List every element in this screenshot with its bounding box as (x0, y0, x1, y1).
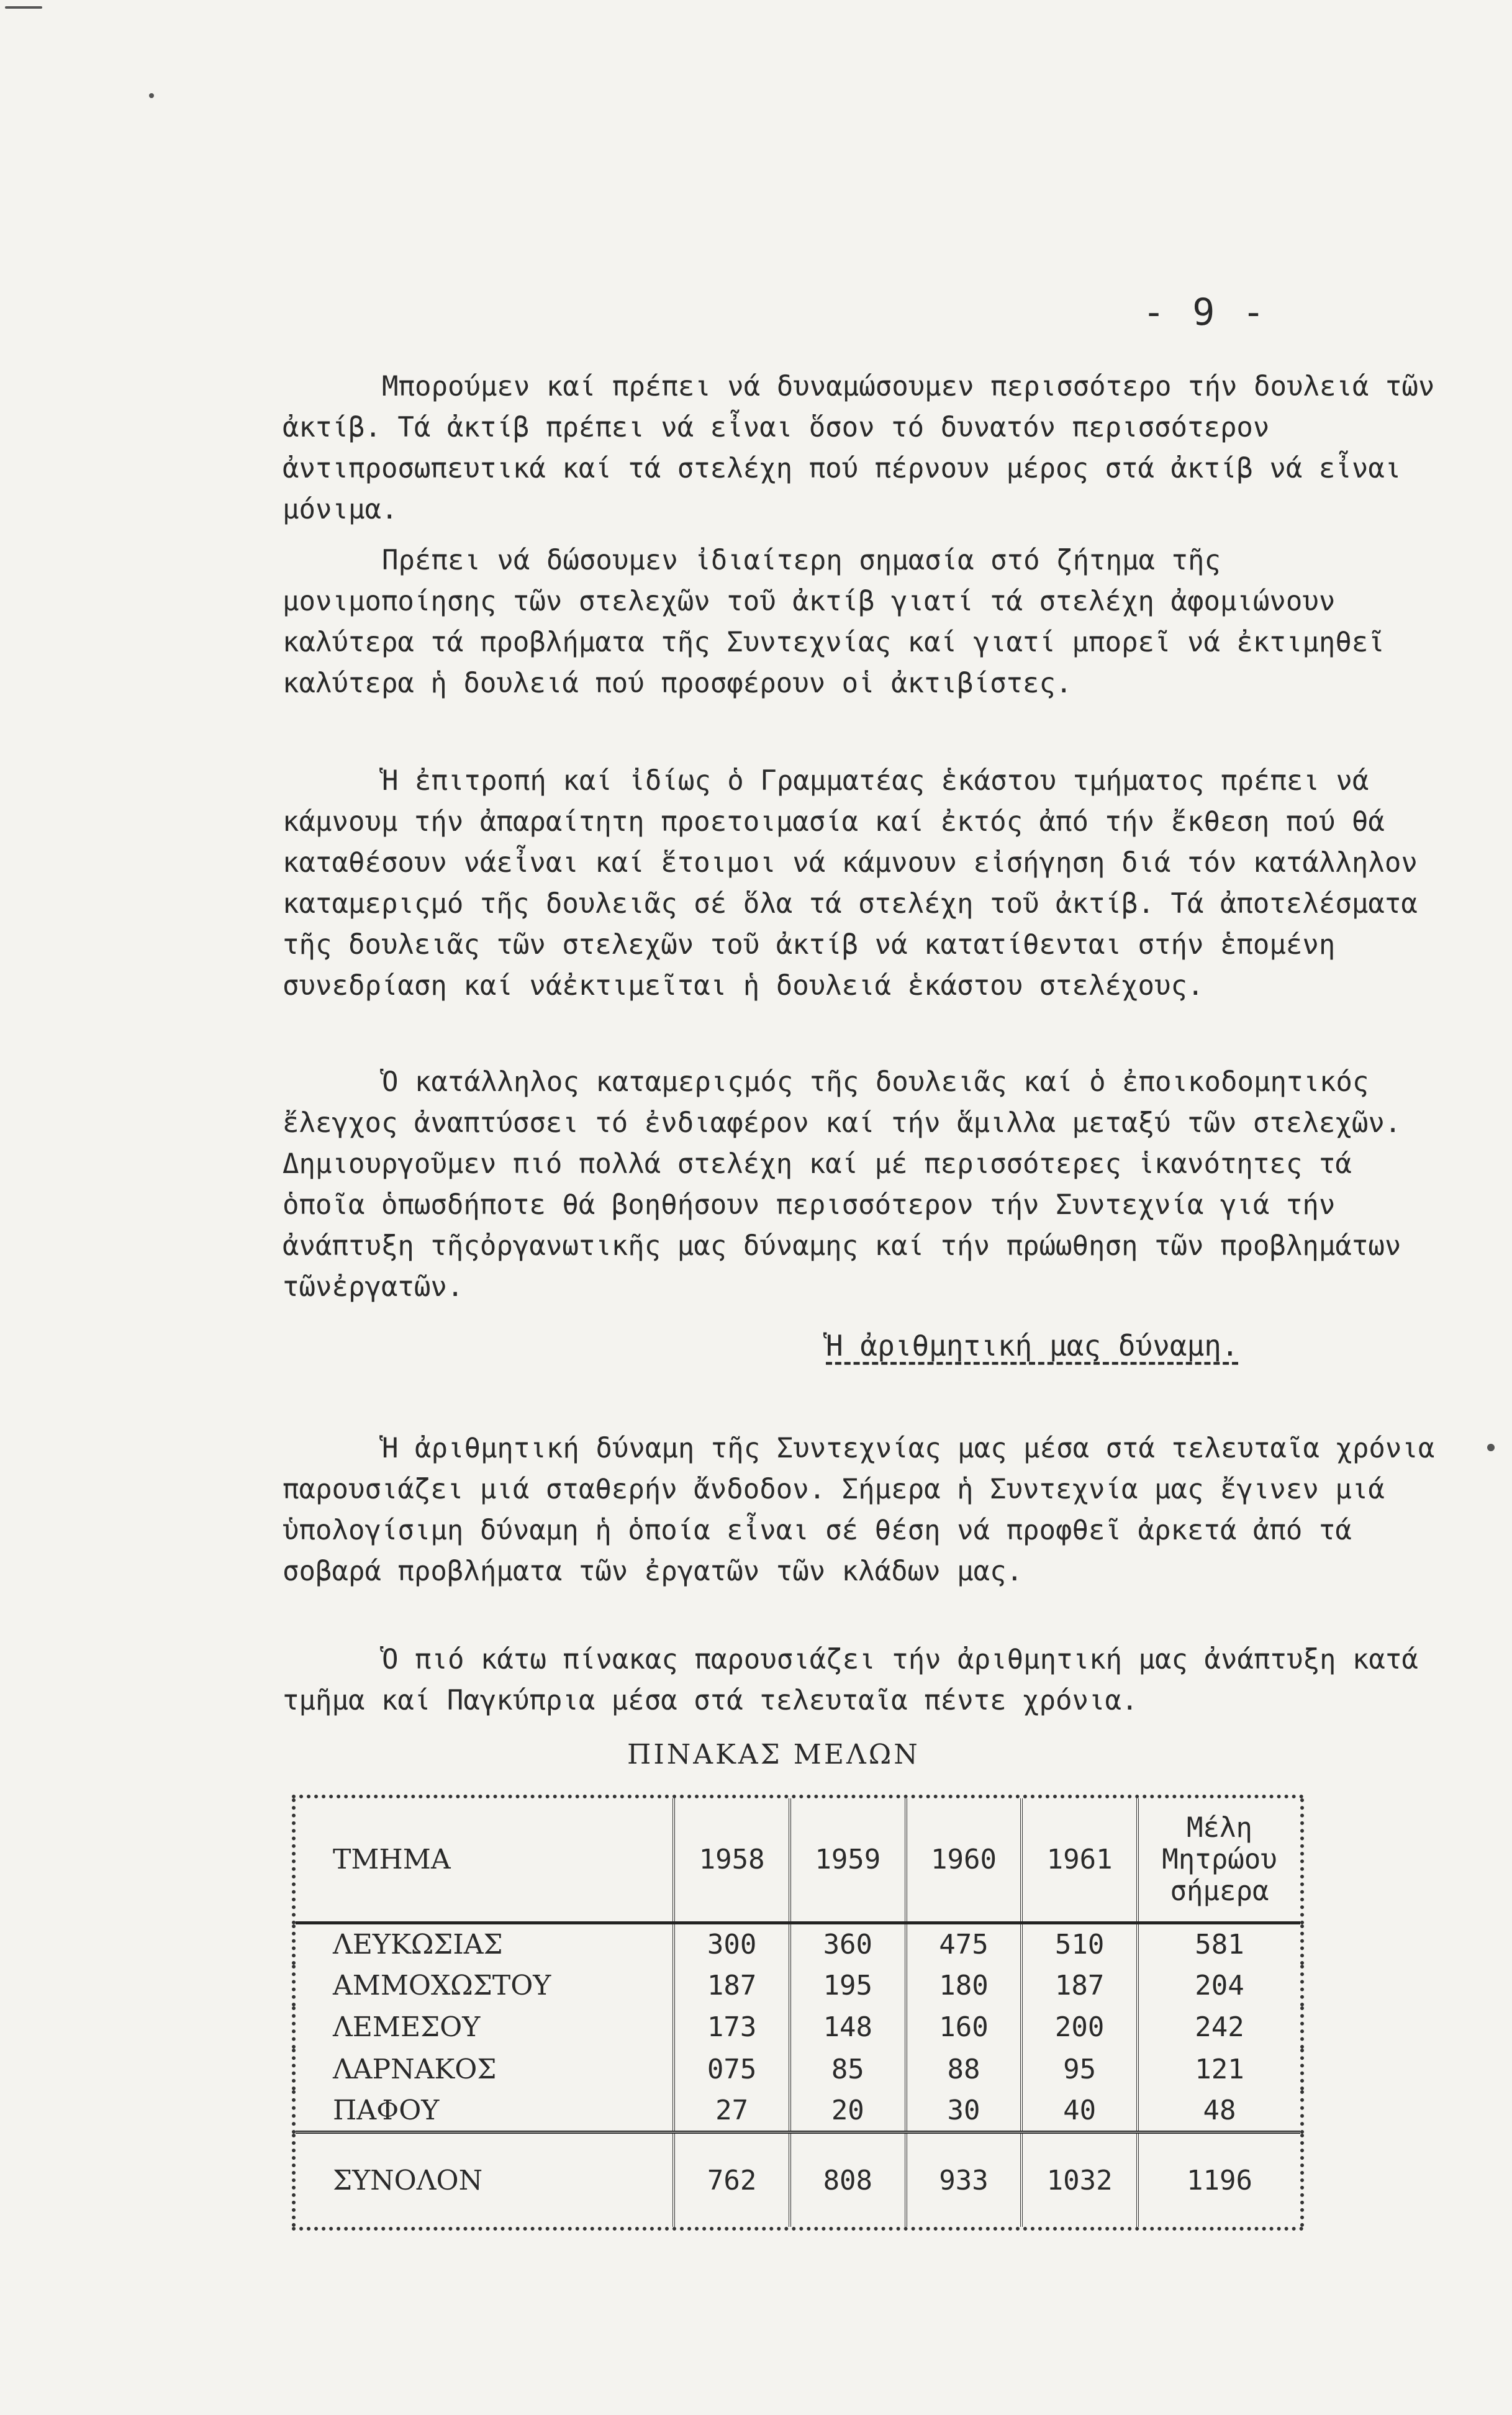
scan-speck (149, 93, 154, 98)
paragraph-1: Μπορούμεν καί πρέπει νά δυναμώσουμεν περισσότερο τήν δουλειά τῶν ἀκτίβ. Τά ἀκτίβ πρέπει νά εἶναι ὅσον τό δυνατόν περισσότερον ἀντιπροσωπευτικά καί τά στελέχη πού πέρνουν μέρος στά ἀκτίβ νά εἶναι μόνιμα. (283, 371, 1435, 525)
table-header-row (294, 1798, 1302, 1923)
cell-value: 300 (674, 1923, 790, 1965)
cell-value: 30 (906, 2090, 1022, 2132)
table-total-row (294, 2132, 1302, 2227)
cell-value: 95 (1021, 2049, 1138, 2091)
cell-department: ΠΑΦΟΥ (294, 2090, 674, 2132)
header-1958: 1958 (674, 1798, 790, 1923)
cell-value: 180 (906, 1965, 1022, 2007)
cell-total: 1032 (1021, 2132, 1138, 2227)
cell-value: 85 (790, 2049, 906, 2091)
table-row (294, 1965, 1302, 2007)
table-row (294, 1923, 1302, 1965)
page-number: - 9 - (1143, 291, 1267, 334)
header-1960: 1960 (906, 1798, 1022, 1923)
cell-total: 808 (790, 2132, 906, 2227)
cell-value: 200 (1021, 2006, 1138, 2049)
paragraph-5: Ἡ ἀριθμητική δύναμη τῆς Συντεχνίας μας μέσα στά τελευταῖα χρόνια παρουσιάζει μιά σταθερήν ἄνδοδον. Σήμερα ἡ Συντεχνία μας ἔγινεν μιά ὑπολογίσιμη δύναμη ἡ ὁποία εἶναι σέ θέση νά προφθεῖ ἀρκετά ἀπό τά σοβαρά προβλήματα τῶν ἐργατῶν τῶν κλάδων μας. (283, 1433, 1435, 1587)
cell-department: ΛΑΡΝΑΚΟΣ (294, 2049, 674, 2091)
cell-value: 581 (1138, 1923, 1302, 1965)
cell-total: 1196 (1138, 2132, 1302, 2227)
cell-department: ΛΕΜΕΣΟΥ (294, 2006, 674, 2049)
paragraph-3: Ἡ ἐπιτροπή καί ἰδίως ὁ Γραμματέας ἑκάστου τμήματος πρέπει νά κάμνουμ τήν ἀπαραίτητη προετοιμασία καί ἐκτός ἀπό τήν ἔκθεση πού θά καταθέσουν νάεἶναι καί ἕτοιμοι νά κάμνουν εἰσήγηση διά τόν κατάλληλον καταμεριςμό τῆς δουλειᾶς σέ ὅλα τά στελέχη τοῦ ἀκτίβ. Τά ἀποτελέσματα τῆς δουλειᾶς τῶν στελεχῶν τοῦ ἀκτίβ νά κατατίθενται στήν ἑπομένη συνεδρίαση καί νάἐκτιμεῖται ἡ δουλειά ἑκάστου στελέχους. (283, 765, 1418, 1002)
cell-value: 48 (1138, 2090, 1302, 2132)
table-row (294, 2049, 1302, 2091)
table-row (294, 2006, 1302, 2049)
scan-speck (5, 6, 42, 9)
cell-value: 121 (1138, 2049, 1302, 2091)
members-table (292, 1795, 1304, 2231)
header-1961: 1961 (1021, 1798, 1138, 1923)
cell-value: 187 (1021, 1965, 1138, 2007)
cell-value: 242 (1138, 2006, 1302, 2049)
cell-value: 187 (674, 1965, 790, 2007)
paragraph-2: Πρέπει νά δώσουμεν ἰδιαίτερη σημασία στό ζήτημα τῆς μονιμοποίησης τῶν στελεχῶν τοῦ ἀκτίβ γιατί τά στελέχη ἀφομιώνουν καλύτερα τά προβλήματα τῆς Συντεχνίας καί γιατί μπορεῖ νά ἐκτιμηθεῖ καλύτερα ἡ δουλειά πού προσφέρουν οἱ ἀκτιβίστες. (283, 545, 1385, 699)
cell-department: ΑΜΜΟΧΩΣΤΟΥ (294, 1965, 674, 2007)
cell-value: 075 (674, 2049, 790, 2091)
header-current-members: Μέλη Μητρώου σήμερα (1138, 1798, 1302, 1923)
table-row (294, 2090, 1302, 2132)
cell-value: 360 (790, 1923, 906, 1965)
cell-value: 27 (674, 2090, 790, 2132)
cell-value: 40 (1021, 2090, 1138, 2132)
cell-total: 762 (674, 2132, 790, 2227)
header-1959: 1959 (790, 1798, 906, 1923)
cell-total-label: ΣΥΝΟΛΟΝ (294, 2132, 674, 2227)
cell-department: ΛΕΥΚΩΣΙΑΣ (294, 1923, 674, 1965)
cell-value: 148 (790, 2006, 906, 2049)
cell-value: 20 (790, 2090, 906, 2132)
cell-value: 195 (790, 1965, 906, 2007)
section-heading: Ἡ ἀριθμητική μας δύναμη. (826, 1329, 1239, 1362)
cell-value: 204 (1138, 1965, 1302, 2007)
cell-value: 173 (674, 2006, 790, 2049)
cell-value: 88 (906, 2049, 1022, 2091)
paragraph-4: Ὁ κατάλληλος καταμεριςμός τῆς δουλειᾶς καί ὁ ἐποικοδομητικός ἔλεγχος ἀναπτύσσει τό ἐνδιαφέρον καί τήν ἅμιλλα μεταξύ τῶν στελεχῶν. Δημιουργοῦμεν πιό πολλά στελέχη καί μέ περισσότερες ἱκανότητες τά ὁποῖα ὁπωσδήποτε θά βοηθήσουν περισσότερον τήν Συντεχνία γιά τήν ἀνάπτυξη τῆςὀργανωτικῆς μας δύναμης καί τήν πρώωθηση τῶν προβλημάτων τῶνἐργατῶν. (283, 1066, 1401, 1303)
cell-total: 933 (906, 2132, 1022, 2227)
cell-value: 160 (906, 2006, 1022, 2049)
cell-value: 475 (906, 1923, 1022, 1965)
table-title: ΠΙΝΑΚΑΣ ΜΕΛΩΝ (627, 1739, 920, 1770)
header-department: ΤΜΗΜΑ (294, 1798, 674, 1923)
paragraph-6: Ὁ πιό κάτω πίνακας παρουσιάζει τήν ἀριθμητική μας ἀνάπτυξη κατά τμῆμα καί Παγκύπρια μέσα στά τελευταῖα πέντε χρόνια. (283, 1644, 1418, 1716)
cell-value: 510 (1021, 1923, 1138, 1965)
scan-speck (1487, 1444, 1495, 1451)
